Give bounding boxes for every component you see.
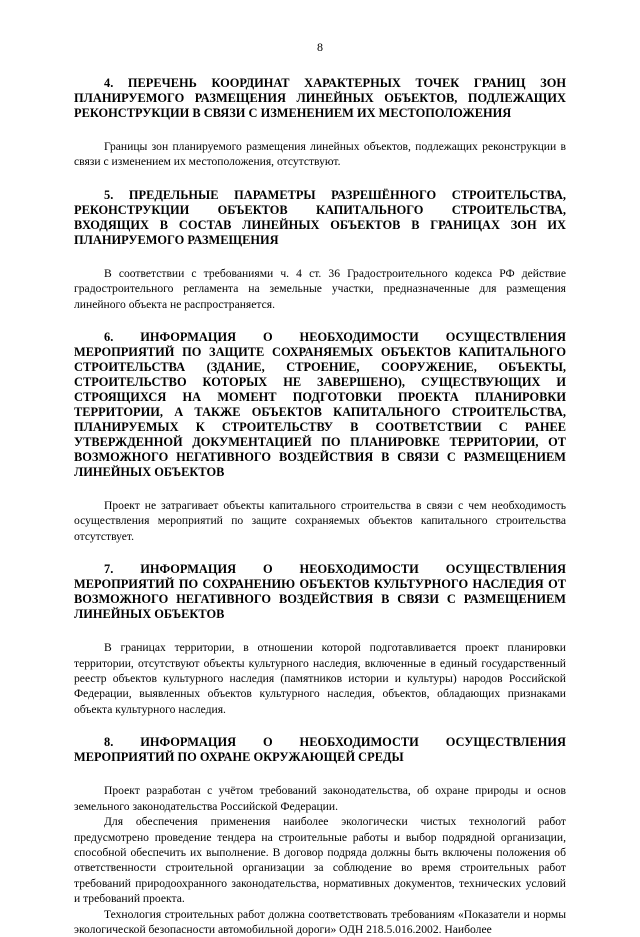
paragraph: Проект разработан с учётом требований законодательства, об охране природы и основ земельного законодательства Российской Федерации. xyxy=(74,784,566,813)
paragraph: Технология строительных работ должна соответствовать требованиям «Показатели и нормы экологической безопасности автомобильной дороги» ОДН 218.5.016.2002. Наиболее xyxy=(74,907,566,936)
section-6 xyxy=(74,330,566,562)
paragraph: Проект не затрагивает объекты капитального строительства в связи с чем необходимость осуществления мероприятий по защите сохраняемых объектов капитального строительства отсутствует. xyxy=(74,499,566,543)
section-heading: 7. ИНФОРМАЦИЯ О НЕОБХОДИМОСТИ ОСУЩЕСТВЛЕНИЯ МЕРОПРИЯТИЙ ПО СОХРАНЕНИЮ ОБЪЕКТОВ КУЛЬТУРНОГО НАСЛЕДИЯ ОТ ВОЗМОЖНОГО НЕГАТИВНОГО ВОЗДЕЙСТВИЯ В СВЯЗИ С РАЗМЕЩЕНИЕМ ЛИНЕЙНЫХ ОБЪЕКТОВ xyxy=(74,562,566,622)
section-5 xyxy=(74,188,566,330)
paragraph: В соответствии с требованиями ч. 4 ст. 36 Градостроительного кодекса РФ действие градостроительного регламента на земельные участки, предназначенные для размещения линейного объекта не распространяется. xyxy=(74,266,566,311)
section-7 xyxy=(74,562,566,735)
paragraph: Границы зон планируемого размещения линейных объектов, подлежащих реконструкции в связи с изменением их местоположения, отсутствуют. xyxy=(74,140,566,169)
section-heading: 8. ИНФОРМАЦИЯ О НЕОБХОДИМОСТИ ОСУЩЕСТВЛЕНИЯ МЕРОПРИЯТИЙ ПО ОХРАНЕ ОКРУЖАЮЩЕЙ СРЕДЫ xyxy=(74,735,566,765)
section-heading: 5. ПРЕДЕЛЬНЫЕ ПАРАМЕТРЫ РАЗРЕШЁННОГО СТРОИТЕЛЬСТВА, РЕКОНСТРУКЦИИ ОБЪЕКТОВ КАПИТАЛЬНОГО СТРОИТЕЛЬСТВА, ВХОДЯЩИХ В СОСТАВ ЛИНЕЙНЫХ ОБЪЕКТОВ В ГРАНИЦАХ ЗОН ИХ ПЛАНИРУЕМОГО РАЗМЕЩЕНИЯ xyxy=(74,187,566,247)
section-heading: 4. ПЕРЕЧЕНЬ КООРДИНАТ ХАРАКТЕРНЫХ ТОЧЕК ГРАНИЦ ЗОН ПЛАНИРУЕМОГО РАЗМЕЩЕНИЯ ЛИНЕЙНЫХ ОБЪЕКТОВ, ПОДЛЕЖАЩИХ РЕКОНСТРУКЦИИ В СВЯЗИ С ИЗМЕНЕНИЕМ ИХ МЕСТОПОЛОЖЕНИЯ xyxy=(74,76,566,120)
paragraph: В границах территории, в отношении которой подготавливается проект планировки территории, отсутствуют объекты культурного наследия, включенные в единый государственный реестр объектов культурного наследия (памятников истории и культуры) народов Российской Федерации, выявленных объектов культурного наследия, объектов, обладающих признаками объекта культурного наследия. xyxy=(74,641,566,716)
page-number: 8 xyxy=(317,40,323,54)
paragraph: Для обеспечения применения наиболее экологически чистых технологий работ предусмотрено проведение тендера на строительные работы и выбор подрядной организации, способной обеспечить их выполнение. В договор подряда должны быть включены положения об ответственности строительной организации за соблюдение во время строительных работ требований природоохранного законодательства, нормативных документов, технических условий и требований проекта. xyxy=(74,815,566,906)
section-heading: 6. ИНФОРМАЦИЯ О НЕОБХОДИМОСТИ ОСУЩЕСТВЛЕНИЯ МЕРОПРИЯТИЙ ПО ЗАЩИТЕ СОХРАНЯЕМЫХ ОБЪЕКТОВ КАПИТАЛЬНОГО СТРОИТЕЛЬСТВА (ЗДАНИЕ, СТРОЕНИЕ, СООРУЖЕНИЕ, ОБЪЕКТЫ, СТРОИТЕЛЬСТВО КОТОРЫХ НЕ ЗАВЕРШЕНО), СУЩЕСТВУЮЩИХ И СТРОЯЩИХСЯ НА МОМЕНТ ПОДГОТОВКИ ПРОЕКТА ПЛАНИРОВКИ ТЕРРИТОРИИ, А ТАКЖЕ ОБЪЕКТОВ КАПИТАЛЬНОГО СТРОИТЕЛЬСТВА, ПЛАНИРУЕМЫХ К СТРОИТЕЛЬСТВУ В СООТВЕТСТВИИ С РАНЕЕ УТВЕРЖДЕННОЙ ДОКУМЕНТАЦИЕЙ ПО ПЛАНИРОВКЕ ТЕРРИТОРИИ, ОТ ВОЗМОЖНОГО НЕГАТИВНОГО ВОЗДЕЙСТВИЯ В СВЯЗИ С РАЗМЕЩЕНИЕМ ЛИНЕЙНЫХ ОБЪЕКТОВ xyxy=(74,330,566,480)
section-4 xyxy=(74,76,566,188)
document-body xyxy=(74,76,566,937)
section-8 xyxy=(74,735,566,937)
